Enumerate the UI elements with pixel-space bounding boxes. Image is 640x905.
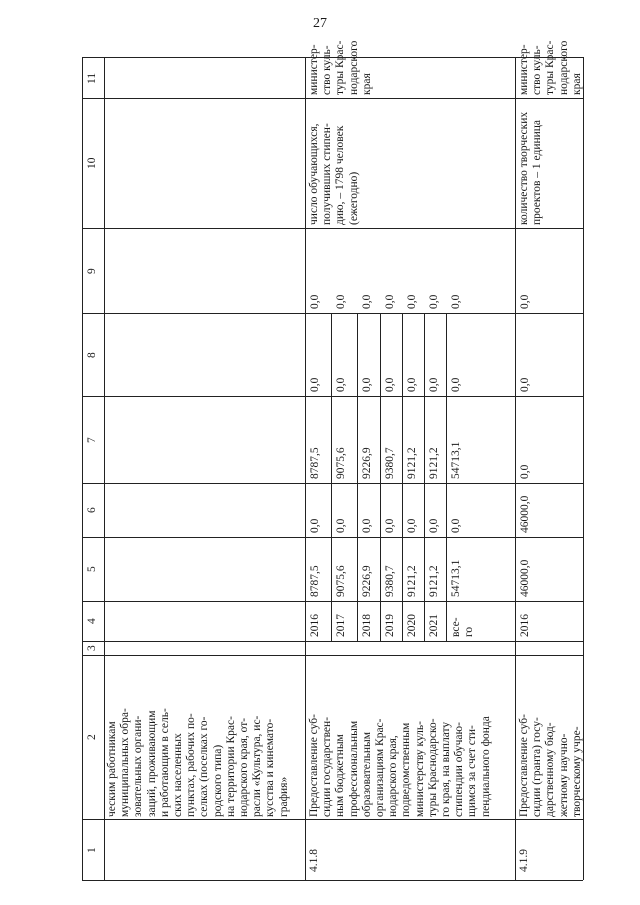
- column-header-5: 5: [86, 566, 98, 572]
- column-rule: [515, 57, 516, 880]
- value-cell-c8: 0,0: [335, 377, 347, 392]
- column-header-4: 4: [86, 618, 98, 624]
- column-rule: [424, 313, 425, 641]
- value-cell-c5: 9121,2: [428, 565, 440, 597]
- year-cell: все- го: [450, 617, 476, 637]
- column-rule: [104, 57, 105, 880]
- year-cell: 2016: [309, 614, 321, 637]
- column-header-11: 11: [86, 72, 98, 84]
- column-header-6: 6: [86, 507, 98, 513]
- row-number: 4.1.8: [308, 849, 320, 872]
- column-rule: [331, 313, 332, 641]
- value-cell-c8: 0,0: [406, 377, 418, 392]
- row-description: Предоставление суб- сидии государствен- ным бюджетным профессиональным образовательным организациям Крас- нодарского края, подведомственным министерству куль- туры Краснодарско- го края, на выплату стипендии обучаю- щимся за счет сти- пендиального фонда: [308, 714, 492, 817]
- year-cell: 2020: [406, 614, 418, 637]
- row-rule: [82, 483, 583, 484]
- column-header-9: 9: [86, 267, 98, 274]
- column-rule: [380, 313, 381, 641]
- responsible-executor: министер- ство куль- туры Крас- нодарского края: [518, 40, 583, 95]
- row-number: 4.1.9: [518, 849, 530, 872]
- value-cell-c5: 8787,5: [309, 565, 321, 597]
- value-cell-c8: 0,0: [450, 377, 462, 392]
- value-cell-c7: 9075,6: [335, 447, 347, 479]
- value-cell-c6: 0,0: [335, 518, 347, 533]
- value-cell-c9: 0,0: [428, 294, 440, 309]
- column-header-8: 8: [86, 351, 98, 358]
- column-rule: [357, 313, 358, 641]
- page-number: 27: [313, 16, 327, 31]
- value-cell-c6: 0,0: [361, 518, 373, 533]
- value-cell-c7: 9226,9: [361, 447, 373, 479]
- column-header-1: 1: [86, 846, 98, 853]
- value-cell-c8: 0,0: [519, 377, 531, 392]
- value-cell-c5: 9380,7: [384, 565, 396, 597]
- row-rule: [82, 228, 583, 229]
- value-cell-c7: 54713,1: [450, 441, 462, 479]
- value-cell-c5: 9121,2: [406, 565, 418, 597]
- value-cell-c9: 0,0: [384, 294, 396, 309]
- value-cell-c6: 0,0: [309, 518, 321, 533]
- responsible-executor: министер- ство куль- туры Крас- нодарского края: [308, 40, 373, 95]
- value-cell-c9: 0,0: [309, 294, 321, 309]
- row-rule: [82, 880, 583, 881]
- value-cell-c5: 46000,0: [519, 559, 531, 597]
- value-cell-c9: 0,0: [335, 294, 347, 309]
- column-rule: [305, 57, 306, 880]
- continued-description: ческим работникам муниципальных обра- зовательных органи- заций, проживающим и работающим в сель- ских населенных пунктах, рабочих по- селках (поселках го- родского типа) на территории Крас- нодарского края, от- расли «Культура, ис- кусства и кинемато- графия»: [106, 708, 290, 817]
- value-cell-c5: 9226,9: [361, 565, 373, 597]
- year-cell: 2018: [361, 614, 373, 637]
- value-cell-c6: 0,0: [406, 518, 418, 533]
- row-rule: [82, 396, 583, 397]
- result-indicator: количество творческих проектов – 1 единица: [518, 111, 544, 225]
- value-cell-c6: 46000,0: [519, 495, 531, 533]
- column-header-10: 10: [86, 157, 98, 169]
- row-rule: [82, 819, 583, 820]
- column-rule: [402, 313, 403, 641]
- value-cell-c7: 0,0: [519, 464, 531, 479]
- value-cell-c9: 0,0: [519, 294, 531, 309]
- row-rule: [82, 98, 583, 99]
- value-cell-c6: 0,0: [428, 518, 440, 533]
- value-cell-c8: 0,0: [428, 377, 440, 392]
- column-header-2: 2: [86, 734, 98, 740]
- value-cell-c6: 0,0: [384, 518, 396, 533]
- value-cell-c9: 0,0: [361, 294, 373, 309]
- column-rule: [446, 313, 447, 641]
- row-rule: [82, 655, 583, 656]
- value-cell-c8: 0,0: [309, 377, 321, 392]
- value-cell-c8: 0,0: [361, 377, 373, 392]
- value-cell-c5: 54713,1: [450, 559, 462, 597]
- value-cell-c7: 8787,5: [309, 447, 321, 479]
- value-cell-c7: 9380,7: [384, 447, 396, 479]
- value-cell-c7: 9121,2: [406, 447, 418, 479]
- year-cell: 2016: [519, 614, 531, 637]
- column-rule: [82, 57, 83, 880]
- row-rule: [82, 641, 583, 642]
- value-cell-c9: 0,0: [406, 294, 418, 309]
- year-cell: 2019: [384, 614, 396, 637]
- value-cell-c9: 0,0: [450, 294, 462, 309]
- row-rule: [82, 601, 583, 602]
- row-description: Предоставление суб- сидии (гранта) госу- дарственному бюд- жетному научно- творческому учре-: [518, 714, 583, 817]
- result-indicator: число обучающихся, получивших стипен- дию, – 1798 человек (ежегодно): [308, 123, 360, 225]
- row-rule: [82, 537, 583, 538]
- year-cell: 2017: [335, 614, 347, 637]
- value-cell-c5: 9075,6: [335, 565, 347, 597]
- column-header-3: 3: [86, 645, 98, 651]
- value-cell-c8: 0,0: [384, 377, 396, 392]
- row-rule: [82, 313, 583, 314]
- value-cell-c6: 0,0: [450, 518, 462, 533]
- value-cell-c7: 9121,2: [428, 447, 440, 479]
- column-header-7: 7: [86, 436, 98, 443]
- year-cell: 2021: [428, 614, 440, 637]
